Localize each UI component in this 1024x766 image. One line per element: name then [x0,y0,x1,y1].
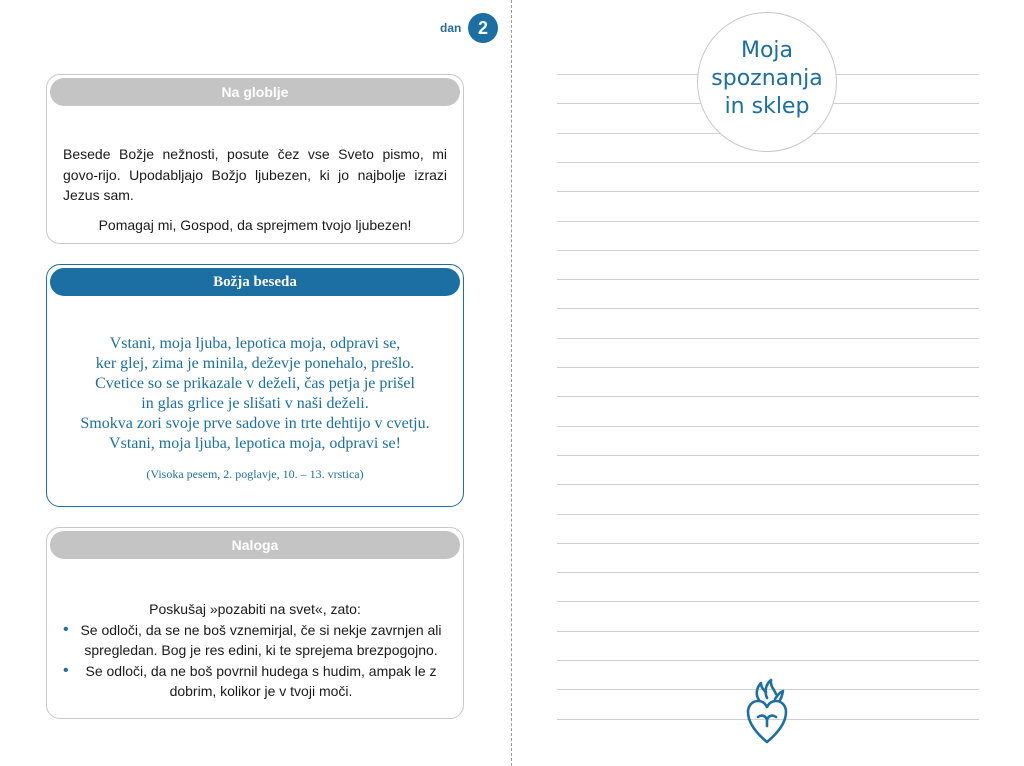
left-page [0,0,511,766]
verse-line: Vstani, moja ljuba, lepotica moja, odpravi se! [109,435,401,452]
ruled-line [557,484,979,485]
ruled-line [557,308,979,309]
ruled-line [557,631,979,632]
ruled-line [557,221,979,222]
task-item: • Se odloči, da ne boš povrnil hudega s hudim, ampak le z dobrim, kolikor je v tvoji moči. [63,661,447,702]
verse-source: (Visoka pesem, 2. poglavje, 10. – 13. vrstica) [146,467,364,481]
ruled-line [557,601,979,602]
deeper-paragraph-2: Pomagaj mi, Gospod, da sprejmem tvojo ljubezen! [98,216,412,233]
verse-line: in glas grlice je slišati v naši deželi. [141,395,369,412]
notes-stamp [697,12,837,152]
ruled-line [557,162,979,163]
ruled-line [557,455,979,456]
day-label: dan [440,21,462,35]
ruled-line [557,572,979,573]
verse-line: Vstani, moja ljuba, lepotica moja, odpravi se, [109,335,401,352]
ruled-line [557,543,979,544]
verse-line: Cvetice so se prikazale v deželi, čas petja je prišel [95,375,415,392]
ruled-line [557,279,979,280]
ruled-line [557,338,979,339]
ruled-line [557,250,979,251]
verse-line: ker glej, zima je minila, deževje ponehalo, prešlo. [95,355,415,372]
ruled-line [557,367,979,368]
task-list [63,620,447,702]
ruled-line [557,396,979,397]
day-number-badge: 2 [468,13,498,43]
task-intro: Poskušaj »pozabiti na svet«, zato: [149,601,361,617]
task-section [46,527,464,719]
stamp-line: Moja [740,38,794,63]
right-page [513,0,1024,766]
ruled-line [557,514,979,515]
ruled-line [557,191,979,192]
ruled-line [557,660,979,661]
verse-line: Smokva zori svoje prve sadove in trte dehtijo v cvetju. [80,415,430,432]
word-section [46,264,464,507]
deeper-section-title: Na globlje [50,78,460,106]
stamp-line: in sklep [724,94,810,119]
task-item: • Se odloči, da se ne boš vznemirjal, če si nekje zavrnjen ali spregledan. Bog je res edini, ki te sprejema brezpogojno. [63,620,447,661]
word-section-title: Božja beseda [50,268,460,296]
deeper-section [46,74,464,244]
ruled-line [557,426,979,427]
heart-flame-icon [745,676,789,746]
task-section-title: Naloga [50,531,460,559]
page-fold-divider [511,0,512,766]
deeper-paragraph-1: Besede Božje nežnosti, posute čez vse Sveto pismo, mi govo-rijo. Upodabljajo Božjo ljubezen, ki jo najbolje izrazi Jezus sam. [63,146,447,203]
stamp-line: spoznanja [711,66,823,91]
